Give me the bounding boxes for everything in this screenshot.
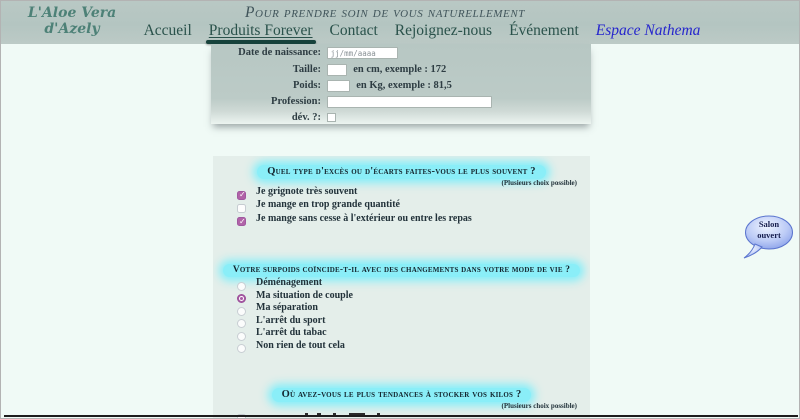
question3-title-row xyxy=(213,384,590,402)
q1-option-grande-quantite[interactable] xyxy=(237,199,472,212)
option-label: Déménagement xyxy=(256,277,323,288)
nav-item-evenement[interactable]: Événement xyxy=(509,22,579,39)
chat-bubble-text xyxy=(747,219,791,241)
q2-option-arret-sport[interactable] xyxy=(237,315,353,328)
q2-option-situation-couple[interactable] xyxy=(237,290,353,303)
option-label: Ma situation de couple xyxy=(256,289,353,301)
chat-bubble-line1: Salon xyxy=(758,219,780,229)
nav-item-accueil[interactable]: Accueil xyxy=(143,22,192,39)
question3-note: (Plusieurs choix possible) xyxy=(501,402,577,410)
taille-input[interactable] xyxy=(327,64,347,76)
radio-icon[interactable] xyxy=(237,332,246,341)
option-label: L'arrêt du sport xyxy=(256,314,326,326)
question1-note: (Plusieurs choix possible) xyxy=(501,179,577,187)
questionnaire-section xyxy=(213,156,590,419)
radio-icon[interactable] xyxy=(237,307,246,316)
question2-title-row xyxy=(213,259,590,277)
radio-icon[interactable] xyxy=(237,344,246,353)
question1-title-row xyxy=(213,161,590,179)
taille-hint: en cm, exemple : 172 xyxy=(353,63,447,75)
option-label: L'arrêt du tabac xyxy=(256,327,327,339)
poids-input[interactable] xyxy=(327,80,350,92)
q2-option-arret-tabac[interactable] xyxy=(237,327,353,340)
option-label: Non rien de tout cela xyxy=(256,339,345,351)
logo-line-1: L'Aloe Vera xyxy=(27,5,117,21)
poids-label: Poids: xyxy=(292,80,321,91)
main-nav xyxy=(1,22,799,40)
profile-form-panel xyxy=(211,44,591,124)
poids-hint: en Kg, exemple : 81,5 xyxy=(356,80,452,91)
nav-item-espace-nathema[interactable]: Espace Nathema xyxy=(595,22,701,39)
checkbox-icon[interactable] xyxy=(237,191,246,200)
question1-title: Quel type d'excès ou d'écarts faites-vous le plus souvent ? xyxy=(257,165,545,179)
form-row-taille xyxy=(211,64,591,78)
question2-title: Votre surpoids coïncide-t-il avec des changements dans votre mode de vie ? xyxy=(223,264,580,277)
date-naissance-input[interactable] xyxy=(327,47,398,59)
option-label: Je mange sans cesse à l'extérieur ou entre les repas xyxy=(256,212,472,224)
logo-line-2: d'Azely xyxy=(44,21,100,38)
taille-label: Taille: xyxy=(292,63,321,75)
nav-item-contact[interactable]: Contact xyxy=(329,22,378,39)
option-label: Ma séparation xyxy=(256,302,318,314)
dev-checkbox[interactable] xyxy=(327,113,336,122)
form-row-poids xyxy=(211,80,591,94)
option-label: Je mange en trop grande quantité xyxy=(256,199,400,211)
chat-bubble-salon[interactable] xyxy=(740,215,798,261)
question3-title: Où avez-vous le plus tendances à stocker vos kilos ? xyxy=(272,388,532,402)
chat-bubble-line2: ouvert xyxy=(757,230,781,241)
q2-option-rien[interactable] xyxy=(237,340,353,353)
form-row-date-naissance xyxy=(211,47,591,61)
checkbox-icon[interactable] xyxy=(237,217,246,226)
q1-option-grignote[interactable] xyxy=(237,186,472,199)
question1-options xyxy=(237,186,472,226)
nav-item-rejoignez-nous[interactable]: Rejoignez-nous xyxy=(394,22,493,39)
nav-item-produits-forever[interactable]: Produits Forever xyxy=(208,22,313,39)
q1-option-sans-cesse[interactable] xyxy=(237,213,472,226)
profession-input[interactable] xyxy=(327,96,492,108)
q2-option-demenagement[interactable] xyxy=(237,277,353,290)
form-row-profession xyxy=(211,96,591,110)
option-label: Je grignote très souvent xyxy=(256,186,358,197)
dev-label: dév. ?: xyxy=(291,112,321,123)
bottom-divider xyxy=(4,415,798,417)
profession-label: Profession: xyxy=(271,96,321,107)
checkbox-icon[interactable] xyxy=(237,204,246,213)
radio-icon[interactable] xyxy=(237,282,246,291)
form-row-dev xyxy=(211,112,591,126)
site-header xyxy=(1,1,799,44)
question2-options xyxy=(237,277,353,353)
date-naissance-label: Date de naissance: xyxy=(238,47,321,58)
site-tagline: Pour prendre soin de vous naturellement xyxy=(244,4,526,21)
q2-option-separation[interactable] xyxy=(237,302,353,315)
